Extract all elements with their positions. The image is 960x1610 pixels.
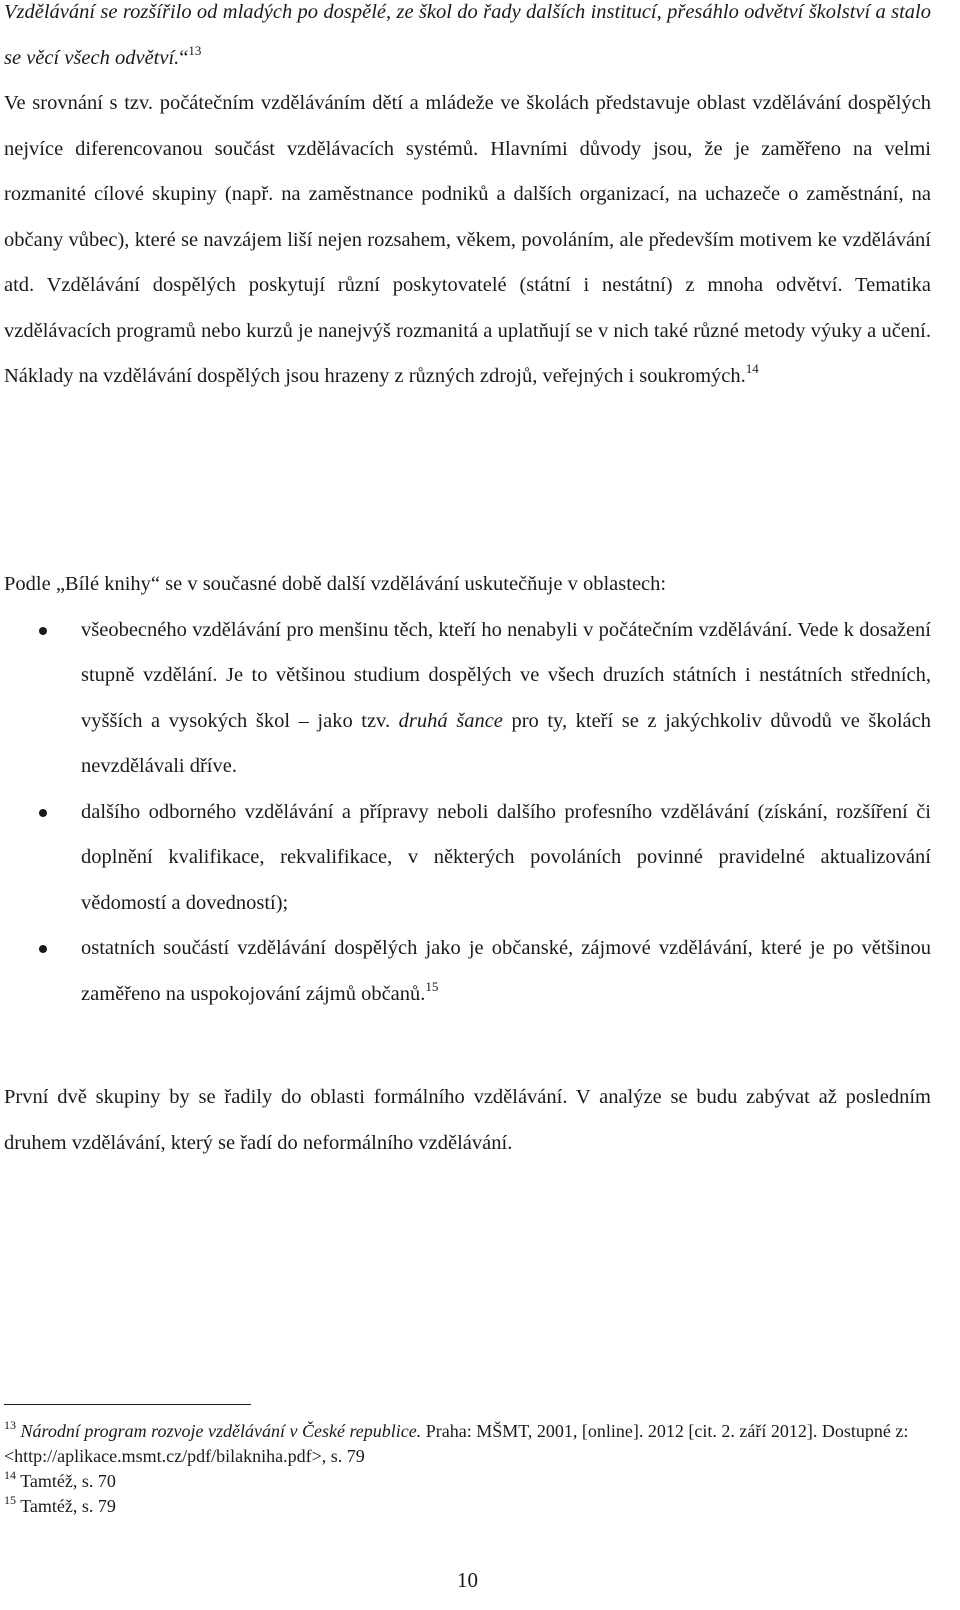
paragraph-3-text: První dvě skupiny by se řadily do oblasti formálního vzdělávání. V analýze se budu zabývat až posledním druhem vzdělávání, který se řadí do neformálního vzdělávání.: [4, 1086, 931, 1154]
paragraph-1-body: Ve srovnání s tzv. počátečním vzděláváním dětí a mládeže ve školách představuje oblast vzdělávání dospělých nejvíce diferencovanou součást vzdělávacích systémů. Hlavními důvody jsou, že je zaměřeno na velmi rozmanité cílové skupiny (např. na zaměstnance podniků a dalších organizací, na uchazeče o zaměstnání, na občany vůbec), které se navzájem liší nejen rozsahem, věkem, povoláním, ale především motivem ke vzdělávání atd. Vzdělávání dospělých poskytují různí poskytovatelé (státní i nestátní) z mnoha odvětví. Tematika vzdělávacích programů nebo kurzů je nanejvýš rozmanitá a uplatňují se v nich také různé metody výuky a učení. Náklady na vzdělávání dospělých jsou hrazeny z různých zdrojů, veřejných i soukromých.: [4, 92, 931, 387]
footnote-text: Tamtéž, s. 79: [20, 1496, 116, 1516]
footnote-number: 13: [4, 1418, 16, 1432]
paragraph-conclusion: [4, 1075, 931, 1166]
paragraph-2-intro: Podle „Bílé knihy“ se v současné době další vzdělávání uskutečňuje v oblastech:: [4, 573, 667, 595]
footnotes: [4, 1419, 924, 1519]
bullet-list: [4, 608, 931, 1018]
list-item: [4, 608, 931, 790]
footnote-text: Praha: MŠMT, 2001, [online]. 2012 [cit. 2. září 2012]. Dostupné z: <http://aplikace.msmt.cz/pdf/bilakniha.pdf>, s. 79: [4, 1421, 909, 1466]
quote-text: Vzdělávání se rozšířilo od mladých po dospělé, ze škol do řady dalších institucí, přesáhlo odvětví školství a stalo se věcí všech odvětví.: [4, 1, 931, 69]
bullet-icon: [39, 809, 47, 817]
bullet-icon: [39, 627, 47, 635]
list-item-text-end: pro ty, kteří se z jakýchkoliv důvodů ve školách nevzdělávali dříve.: [81, 709, 932, 777]
list-item-italic: druhá šance: [398, 709, 503, 732]
footnote-ref-15[interactable]: 15: [425, 978, 439, 994]
footnote-number: 14: [4, 1468, 16, 1482]
footnote-text: Tamtéž, s. 70: [20, 1471, 116, 1491]
footnote-ref-14[interactable]: 14: [745, 361, 759, 376]
footnote-title: Národní program rozvoje vzdělávání v České republice.: [20, 1421, 422, 1441]
footnote-number: 15: [4, 1493, 16, 1507]
list-item-text: všeobecného vzdělávání pro menšinu těch, kteří ho nenabyli v počátečním vzdělávání. Vede k dosažení stupně vzdělání. Je to většinou studium dospělých ve všech druzích státních i nestátních středních, vyšších a vysokých škol – jako tzv.: [81, 618, 931, 732]
list-item-text: dalšího odborného vzdělávání a přípravy neboli dalšího profesního vzdělávání (získání, rozšíření či doplnění kvalifikace, rekvalifikace, v některých povoláních povinné pravidelné aktualizování vědomostí a dovedností);: [81, 800, 931, 914]
footnote-13: [4, 1419, 924, 1469]
list-item: [4, 790, 931, 927]
footnote-14: [4, 1469, 924, 1494]
paragraph-1-text: [4, 0, 931, 400]
paragraph-adult-education: [4, 0, 931, 400]
closing-quote: “: [179, 46, 189, 69]
page-number: 10: [457, 1568, 478, 1592]
footnote-divider: [4, 1404, 251, 1405]
paragraph-white-book: [4, 562, 931, 1017]
list-item-text: ostatních součástí vzdělávání dospělých jako je občanské, zájmové vzdělávání, které je po většinou zaměřeno na uspokojování zájmů občanů.: [81, 937, 931, 1005]
footnote-15: [4, 1494, 924, 1519]
list-item: [4, 926, 931, 1017]
footnote-ref-13[interactable]: 13: [188, 42, 202, 58]
bullet-icon: [39, 945, 47, 953]
